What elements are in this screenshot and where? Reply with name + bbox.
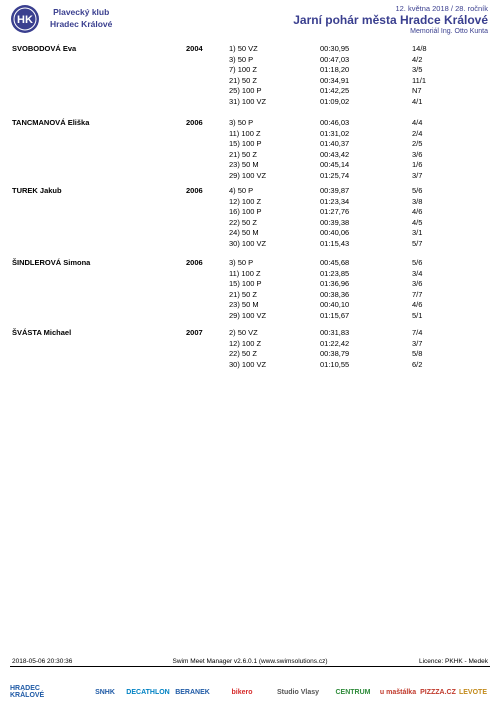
result-event: 31) 100 VZ <box>229 96 267 106</box>
athlete-birth-year: 2007 <box>186 328 203 337</box>
result-time: 01:15,43 <box>320 238 350 248</box>
result-event: 24) 50 M <box>229 228 259 237</box>
result-event: 15) 100 P <box>229 139 262 148</box>
result-row <box>0 207 500 218</box>
footer-timestamp: 2018-05-06 20:30:36 <box>12 658 73 665</box>
result-time: 01:42,25 <box>320 86 350 95</box>
result-row <box>0 311 500 322</box>
athlete-birth-year: 2004 <box>186 44 203 53</box>
result-time: 00:31,83 <box>320 328 350 337</box>
result-place: 4/6 <box>412 207 423 216</box>
result-place: 3/1 <box>412 228 423 237</box>
result-time: 01:23,34 <box>320 196 350 206</box>
result-row <box>0 118 500 129</box>
result-row <box>0 186 500 197</box>
result-time: 00:43,42 <box>320 149 350 159</box>
result-row <box>0 258 500 269</box>
result-place: 6/2 <box>412 359 423 369</box>
result-place: 5/6 <box>412 186 423 195</box>
result-row <box>0 328 500 339</box>
result-place: 3/7 <box>412 338 423 348</box>
result-time: 01:15,67 <box>320 310 350 320</box>
sponsor-logo: u maštálka <box>379 688 417 696</box>
result-time: 00:45,68 <box>320 258 350 267</box>
result-event: 21) 50 Z <box>229 75 257 85</box>
result-time: 01:23,85 <box>320 268 350 278</box>
result-place: 5/1 <box>412 310 423 320</box>
result-event: 3) 50 P <box>229 118 254 127</box>
athlete-name: TUREK Jakub <box>12 186 62 195</box>
club-name <box>50 6 112 30</box>
result-event: 29) 100 VZ <box>229 310 267 320</box>
result-time: 00:38,36 <box>320 289 350 299</box>
result-time: 01:27,76 <box>320 207 350 216</box>
result-place: 3/8 <box>412 196 423 206</box>
athlete-name: TANCMANOVÁ Eliška <box>12 118 90 127</box>
sponsor-logo: BERANEK <box>175 688 210 696</box>
result-time: 00:46,03 <box>320 118 350 127</box>
result-place: 3/6 <box>412 279 423 288</box>
result-place: 14/8 <box>412 44 427 53</box>
result-event: 15) 100 P <box>229 279 262 288</box>
athlete-birth-year: 2006 <box>186 258 203 267</box>
result-event: 11) 100 Z <box>229 268 261 278</box>
result-place: 4/2 <box>412 54 423 64</box>
page-header <box>0 0 500 40</box>
athlete-name: ŠINDLEROVÁ Simona <box>12 258 91 267</box>
result-row <box>0 65 500 76</box>
result-row <box>0 228 500 239</box>
club-logo <box>10 4 40 34</box>
result-row <box>0 55 500 66</box>
sponsor-logo: PIZZZA.CZ <box>420 688 456 696</box>
result-row <box>0 218 500 229</box>
result-event: 30) 100 VZ <box>229 238 267 248</box>
result-row <box>0 160 500 171</box>
result-row <box>0 239 500 250</box>
result-event: 2) 50 VZ <box>229 328 258 337</box>
result-event: 4) 50 P <box>229 186 254 195</box>
sponsor-logo: SNHK <box>95 688 115 696</box>
result-event: 23) 50 M <box>229 160 259 169</box>
result-row <box>0 150 500 161</box>
athlete-birth-year: 2006 <box>186 118 203 127</box>
result-time: 01:10,55 <box>320 359 350 369</box>
footer-licence: Licence: PKHK - Medek <box>418 658 488 665</box>
athlete-name: ŠVÁSTA Michael <box>12 328 72 337</box>
result-place: 5/8 <box>412 349 423 358</box>
result-place: 4/4 <box>412 118 423 127</box>
result-time: 00:38,79 <box>320 349 350 358</box>
athlete-birth-year: 2006 <box>186 186 203 195</box>
result-event: 12) 100 Z <box>229 196 262 206</box>
result-place: 5/7 <box>412 238 423 248</box>
sponsor-logo: Studio Vlasy <box>276 688 319 696</box>
result-event: 23) 50 M <box>229 300 259 309</box>
result-row <box>0 300 500 311</box>
result-place: 3/4 <box>412 268 423 278</box>
result-time: 01:09,02 <box>320 96 350 106</box>
result-row <box>0 129 500 140</box>
result-row <box>0 44 500 55</box>
result-time: 01:25,74 <box>320 170 350 180</box>
result-time: 00:47,03 <box>320 54 350 64</box>
meet-info <box>293 4 488 36</box>
footer-software: Swim Meet Manager v2.6.0.1 (www.swimsolutions.cz) <box>172 658 328 665</box>
sponsor-logo: HRADEC KRÁLOVÉ <box>10 685 45 699</box>
club-line-2: Hradec Králové <box>50 19 113 29</box>
result-row <box>0 139 500 150</box>
result-row <box>0 349 500 360</box>
result-event: 16) 100 P <box>229 207 262 216</box>
meet-memorial: Memoriál Ing. Otto Kunta <box>410 28 488 35</box>
result-time: 00:39,38 <box>320 217 350 227</box>
result-row <box>0 97 500 108</box>
logo-letters: HK <box>17 14 33 26</box>
result-place: 11/1 <box>412 75 427 85</box>
result-row <box>0 269 500 280</box>
result-row <box>0 290 500 301</box>
sponsor-logo: bikero <box>231 688 253 696</box>
result-event: 30) 100 VZ <box>229 359 267 369</box>
meet-date: 12. května 2018 / 28. ročník <box>395 4 488 13</box>
result-place: 1/6 <box>412 160 423 169</box>
result-time: 00:40,06 <box>320 228 350 237</box>
meet-title: Jarní pohár města Hradce Králové <box>293 13 488 27</box>
result-row <box>0 339 500 350</box>
result-event: 22) 50 Z <box>229 349 257 358</box>
result-row <box>0 76 500 87</box>
result-row <box>0 86 500 97</box>
result-place: 5/6 <box>412 258 423 267</box>
result-time: 00:40,10 <box>320 300 350 309</box>
result-time: 00:45,14 <box>320 160 350 169</box>
result-time: 00:34,91 <box>320 75 350 85</box>
result-place: 4/6 <box>412 300 423 309</box>
result-event: 7) 100 Z <box>229 65 257 74</box>
result-time: 01:31,02 <box>320 128 350 138</box>
result-place: 3/5 <box>412 65 423 74</box>
result-place: 2/4 <box>412 128 423 138</box>
result-place: 4/1 <box>412 96 423 106</box>
result-place: N7 <box>412 86 422 95</box>
sponsor-logo: LEVOTE <box>458 688 487 696</box>
result-row <box>0 171 500 182</box>
result-event: 29) 100 VZ <box>229 170 267 180</box>
club-line-1: Plavecký klub <box>53 7 110 17</box>
footer-divider <box>10 666 490 667</box>
result-time: 00:39,87 <box>320 186 350 195</box>
result-row <box>0 197 500 208</box>
result-place: 2/5 <box>412 139 423 148</box>
result-event: 11) 100 Z <box>229 128 261 138</box>
result-row <box>0 360 500 371</box>
result-time: 01:36,96 <box>320 279 350 288</box>
result-event: 21) 50 Z <box>229 289 257 299</box>
sponsor-logo: DECATHLON <box>126 688 170 696</box>
result-time: 00:30,95 <box>320 44 350 53</box>
result-event: 3) 50 P <box>229 54 254 64</box>
result-place: 7/7 <box>412 289 423 299</box>
result-place: 4/5 <box>412 217 423 227</box>
result-place: 3/6 <box>412 149 423 159</box>
result-event: 21) 50 Z <box>229 149 257 159</box>
result-event: 22) 50 Z <box>229 217 257 227</box>
result-row <box>0 279 500 290</box>
page-footer <box>0 656 500 670</box>
result-time: 01:22,42 <box>320 338 350 348</box>
result-event: 25) 100 P <box>229 86 262 95</box>
result-event: 12) 100 Z <box>229 338 262 348</box>
result-event: 3) 50 P <box>229 258 254 267</box>
result-event: 1) 50 VZ <box>229 44 258 53</box>
sponsor-logo: CENTRUM <box>335 688 371 696</box>
sponsor-bar <box>10 680 490 710</box>
result-place: 3/7 <box>412 170 423 180</box>
athlete-name: SVOBODOVÁ Eva <box>12 44 77 53</box>
result-time: 01:40,37 <box>320 139 350 148</box>
result-place: 7/4 <box>412 328 423 337</box>
result-time: 01:18,20 <box>320 65 350 74</box>
